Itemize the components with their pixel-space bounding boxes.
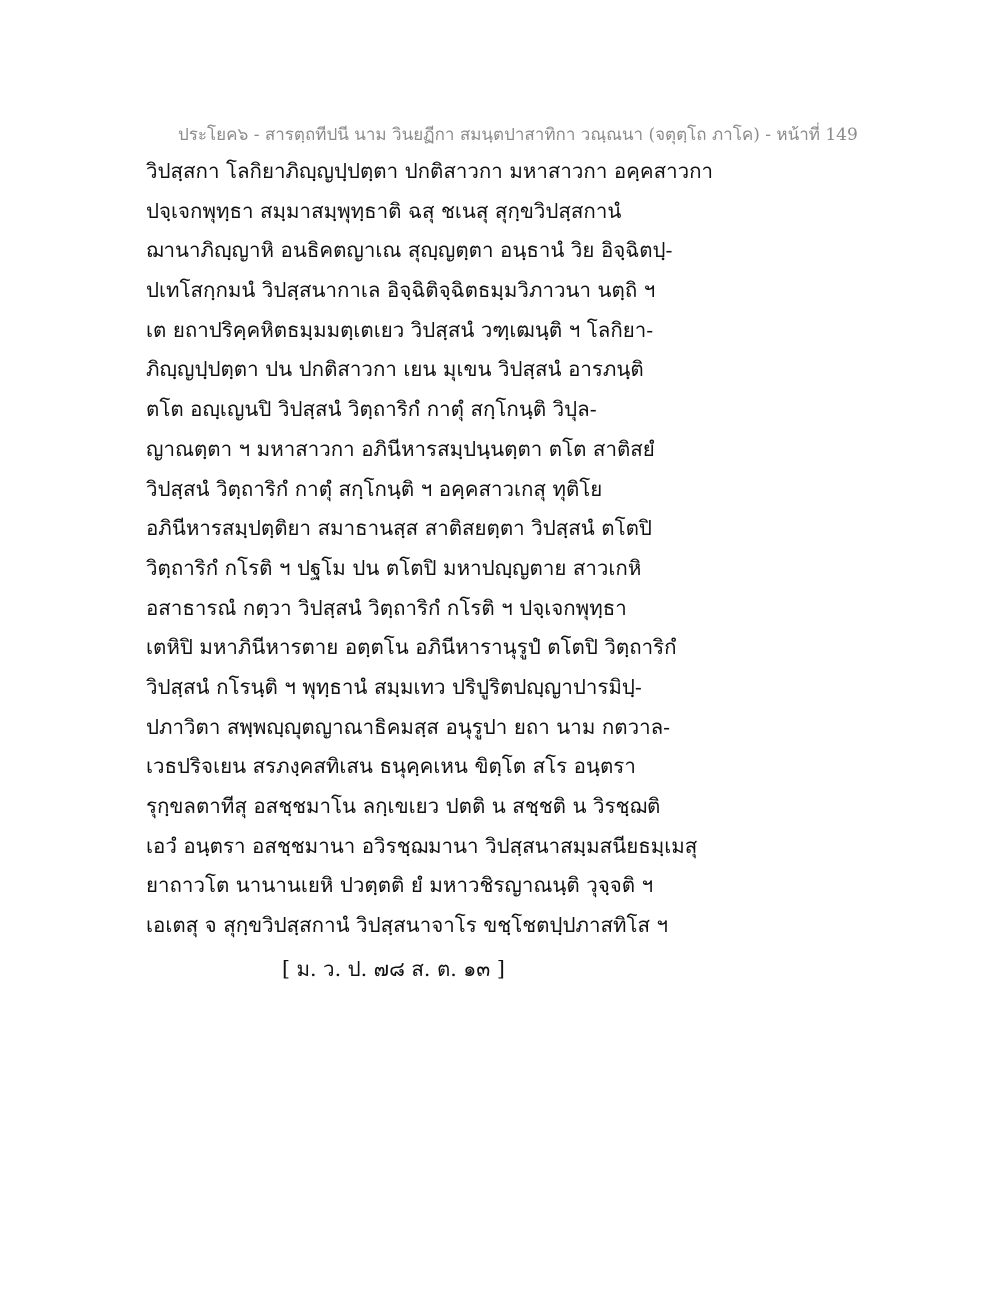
text-line: อสาธารณํ กตฺวา วิปสฺสนํ วิตฺถาริกํ กโรติ ฯ ปจฺเจกพุทฺธา <box>146 595 627 620</box>
text-line: ภิญฺญปฺปตฺตา ปน ปกติสาวกา เยน มุเขน วิปสฺสนํ อารภนฺติ <box>146 357 644 382</box>
text-line: ยาถาวโต นานานเยหิ ปวตฺตติ ยํ มหาวชิรญาณนฺติ วุจฺจติ ฯ <box>146 873 654 898</box>
text-line: ตโต อญฺเญนปิ วิปสฺสนํ วิตฺถาริกํ กาตุํ สกฺโกนฺติ วิปุล- <box>146 397 597 422</box>
text-line: ปจฺเจกพุทฺธา สมฺมาสมฺพุทฺธาติ ฉสุ ชเนสุ สุกฺขวิปสฺสกานํ <box>146 198 622 223</box>
text-line: วิปสฺสนํ วิตฺถาริกํ กาตุํ สกฺโกนฺติ ฯ อคฺคสาวเกสุ ทุติโย <box>146 476 603 501</box>
text-line: เอวํ อนฺตรา อสชฺชมานา อวิรชฺฌมานา วิปสฺสนาสมฺมสนียธมฺเมสุ <box>146 833 698 858</box>
text-line: ฌานาภิญฺญาหิ อนธิคตญาเณ สุญฺญตฺตา อนฺธานํ วิย อิจฺฉิตปฺ- <box>146 238 673 263</box>
text-line: วิปสฺสกา โลกิยาภิญฺญปฺปตฺตา ปกติสาวกา มหาสาวกา อคฺคสาวกา <box>146 159 714 183</box>
text-line: วิตฺถาริกํ กโรติ ฯ ปฐโม ปน ตโตปิ มหาปญฺญตาย สาวเกหิ <box>146 555 642 580</box>
text-line: ปภาวิตา สพฺพญฺญุตญาณาธิคมสฺส อนุรูปา ยถา นาม กตวาล- <box>146 714 671 739</box>
running-header: ประโยค๖ - สารตฺถทีปนี นาม วินยฏีกา สมนฺตปาสาทิกา วณฺณนา (จตุตฺโถ ภาโค) - หน้าที่ 149 <box>178 125 858 145</box>
text-line: เอเตสุ จ สุกฺขวิปสฺสกานํ วิปสฺสนาจาโร ขชฺโชตปฺปภาสทิโส ฯ <box>146 913 669 938</box>
text-line: เตหิปิ มหาภินีหารตาย อตฺตโน อภินีหารานุรูปํ ตโตปิ วิตฺถาริกํ <box>146 635 677 660</box>
text-line: วิปสฺสนํ กโรนฺติ ฯ พุทฺธานํ สมฺมเทว ปริปูริตปญฺญาปารมิปฺ- <box>146 674 642 699</box>
text-line: ญาณตฺตา ฯ มหาสาวกา อภินีหารสมฺปนฺนตฺตา ตโต สาติสยํ <box>146 436 655 461</box>
text-line: อภินีหารสมฺปตฺติยา สมาธานสฺส สาติสยตฺตา วิปสฺสนํ ตโตปิ <box>146 516 652 541</box>
text-line: รุกฺขลตาทีสุ อสชฺชมาโน ลกฺเขเยว ปตติ น สชฺชติ น วิรชฺฌติ <box>146 794 661 818</box>
text-line: เต ยถาปริคฺคหิตธมฺมมตฺเตเยว วิปสฺสนํ วฑฺเฒนฺติ ฯ โลกิยา- <box>146 317 654 342</box>
body-text <box>146 152 714 946</box>
source-reference: [ ม. ว. ป. ๗๘ ส. ต. ๑๓ ] <box>282 957 505 981</box>
text-line: ปเทโสกฺกมนํ วิปสฺสนากาเล อิจฺฉิติจฺฉิตธมฺมวิภาวนา นตฺถิ ฯ <box>146 278 656 303</box>
text-line: เวธปริจเยน สรภงฺคสทิเสน ธนุคฺคเหน ขิตฺโต สโร อนฺตรา <box>146 754 636 779</box>
